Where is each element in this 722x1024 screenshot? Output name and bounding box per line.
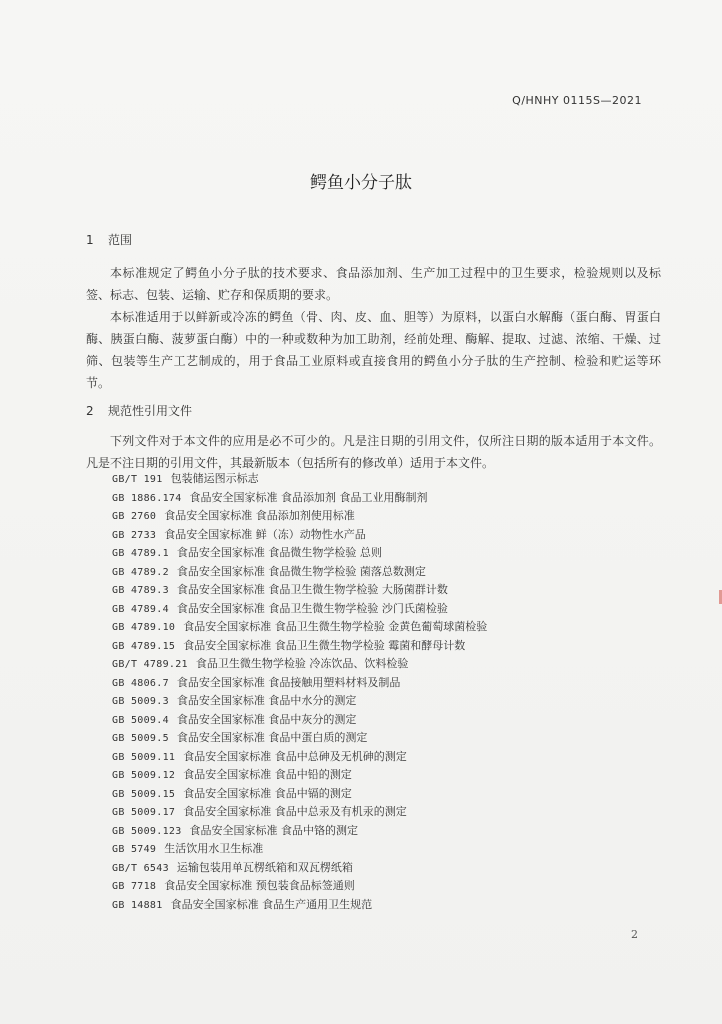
reference-title: 食品安全国家标准 预包装食品标签通则 [164, 879, 355, 892]
reference-title: 食品安全国家标准 食品中水分的测定 [176, 694, 357, 707]
reference-item [112, 655, 672, 674]
section-heading-references [86, 402, 192, 419]
reference-item [112, 563, 672, 582]
reference-item [112, 600, 672, 619]
section-title: 规范性引用文件 [108, 404, 193, 418]
reference-code: GB 2760 [112, 511, 157, 522]
section-number: 2 [86, 404, 94, 418]
reference-title: 食品安全国家标准 食品添加剂使用标准 [164, 509, 355, 522]
reference-item [112, 729, 672, 748]
reference-item [112, 785, 672, 804]
reference-title: 食品安全国家标准 食品卫生微生物学检验 金黄色葡萄球菌检验 [183, 620, 488, 633]
references-intro-paragraph: 下列文件对于本文件的应用是必不可少的。凡是注日期的引用文件，仅所注日期的版本适用于本文件。凡是不注日期的引用文件，其最新版本（包括所有的修改单）适用于本文件。 [86, 434, 661, 470]
reference-item [112, 840, 672, 859]
reference-title: 生活饮用水卫生标准 [164, 842, 264, 855]
reference-item [112, 637, 672, 656]
reference-list [112, 470, 672, 914]
reference-item [112, 692, 672, 711]
reference-title: 食品卫生微生物学检验 冷冻饮品、饮料检验 [195, 657, 409, 670]
reference-item [112, 544, 672, 563]
reference-title: 食品安全国家标准 食品中铬的测定 [189, 823, 359, 837]
section-heading-scope [86, 231, 132, 248]
reference-code: GB 4789.4 [112, 603, 169, 615]
reference-title: 食品安全国家标准 食品卫生微生物学检验 霉菌和酵母计数 [183, 638, 466, 652]
page-number: 2 [631, 928, 638, 941]
reference-code: GB 14881 [112, 899, 163, 911]
scope-paragraph-2: 本标准适用于以鲜新或冷冻的鳄鱼（骨、肉、皮、血、胆等）为原料，以蛋白水解酶（蛋白酶、胃蛋白酶、胰蛋白酶、菠萝蛋白酶）中的一种或数种为加工助剂，经前处理、酶解、提取、过滤、浓缩、干燥、过筛、包装等生产工艺制成的，用于食品工业原料或直接食用的鳄鱼小分子肽的生产控制、检验和贮运等环节。 [86, 310, 661, 390]
reference-code: GB 4789.3 [112, 585, 169, 596]
reference-code: GB 5749 [112, 844, 157, 855]
reference-item [112, 877, 672, 896]
reference-code: GB 5009.4 [112, 714, 169, 726]
reference-item [112, 766, 672, 785]
reference-code: GB 4789.10 [112, 622, 176, 633]
reference-title: 食品安全国家标准 食品微生物学检验 总则 [176, 546, 382, 559]
reference-item [112, 803, 672, 822]
reference-code: GB 5009.12 [112, 770, 176, 781]
reference-code: GB 5009.11 [112, 751, 176, 763]
reference-code: GB 4806.7 [112, 677, 169, 689]
reference-code: GB 5009.3 [112, 696, 169, 707]
reference-code: GB 5009.15 [112, 788, 176, 800]
reference-title: 食品安全国家标准 食品微生物学检验 菌落总数测定 [176, 564, 426, 578]
reference-item [112, 711, 672, 730]
reference-title: 运输包装用单瓦楞纸箱和双瓦楞纸箱 [176, 860, 353, 874]
reference-code: GB/T 6543 [112, 862, 169, 874]
reference-title: 食品安全国家标准 食品生产通用卫生规范 [170, 897, 373, 911]
reference-code: GB/T 191 [112, 474, 163, 485]
reference-item [112, 618, 672, 637]
scope-paragraph-1: 本标准规定了鳄鱼小分子肽的技术要求、食品添加剂、生产加工过程中的卫生要求，检验规则以及标签、标志、包装、运输、贮存和保质期的要求。 [86, 266, 661, 302]
reference-title: 食品安全国家标准 鲜（冻）动物性水产品 [164, 527, 366, 541]
reference-code: GB 2733 [112, 529, 157, 541]
reference-title: 食品安全国家标准 食品接触用塑料材料及制品 [176, 675, 401, 689]
document-title: 鳄鱼小分子肽 [310, 173, 412, 193]
reference-item [112, 748, 672, 767]
reference-code: GB 4789.1 [112, 548, 169, 559]
reference-code: GB 7718 [112, 881, 157, 892]
reference-item [112, 526, 672, 545]
reference-title: 食品安全国家标准 食品中总砷及无机砷的测定 [183, 749, 407, 763]
reference-title: 食品安全国家标准 食品卫生微生物学检验 沙门氏菌检验 [176, 601, 448, 615]
reference-item [112, 896, 672, 915]
reference-item [112, 674, 672, 693]
reference-item [112, 470, 672, 489]
reference-code: GB 5009.5 [112, 733, 169, 744]
reference-code: GB 1886.174 [112, 492, 182, 504]
reference-title: 食品安全国家标准 食品中镉的测定 [183, 786, 352, 800]
reference-code: GB 4789.2 [112, 566, 169, 578]
reference-code: GB 5009.17 [112, 807, 176, 818]
reference-item [112, 489, 672, 508]
reference-title: 包装储运图示标志 [170, 472, 259, 485]
section-title: 范围 [108, 233, 133, 247]
standard-code: Q/HNHY 0115S—2021 [512, 94, 642, 107]
reference-item [112, 581, 672, 600]
reference-title: 食品安全国家标准 食品卫生微生物学检验 大肠菌群计数 [176, 583, 448, 596]
reference-title: 食品安全国家标准 食品中灰分的测定 [176, 712, 357, 726]
reference-code: GB/T 4789.21 [112, 659, 188, 670]
reference-item [112, 507, 672, 526]
section-number: 1 [86, 233, 94, 247]
reference-title: 食品安全国家标准 食品中铅的测定 [183, 768, 352, 781]
reference-item [112, 822, 672, 841]
reference-title: 食品安全国家标准 食品中蛋白质的测定 [176, 731, 368, 744]
reference-title: 食品安全国家标准 食品中总汞及有机汞的测定 [183, 805, 407, 818]
reference-code: GB 4789.15 [112, 640, 176, 652]
reference-code: GB 5009.123 [112, 825, 182, 837]
reference-title: 食品安全国家标准 食品添加剂 食品工业用酶制剂 [189, 490, 428, 504]
reference-item [112, 859, 672, 878]
